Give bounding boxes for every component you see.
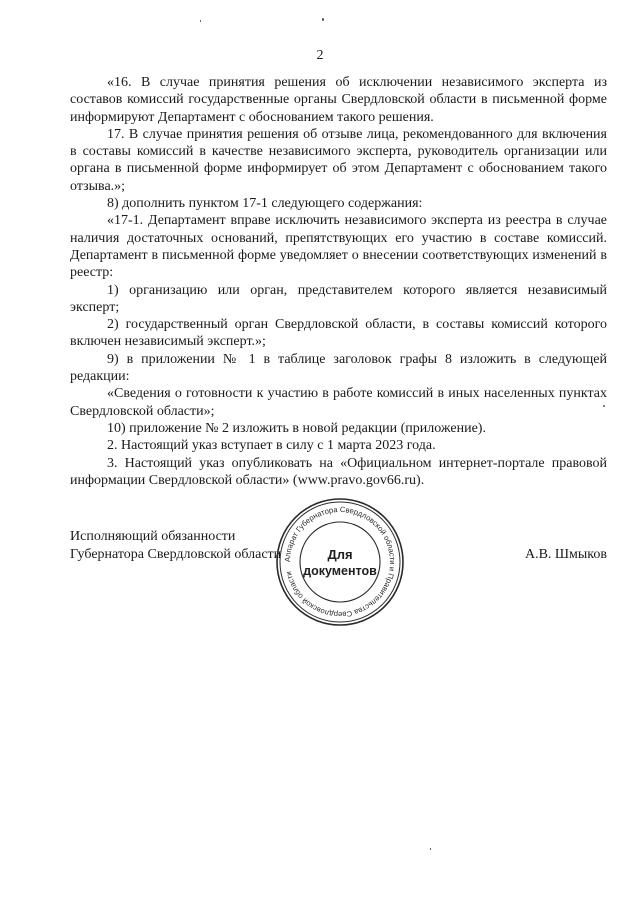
paragraph-column-8-heading: «Сведения о готовности к участию в работе комиссий в иных населенных пунктах Свердловской области»; <box>70 386 607 419</box>
scan-speck <box>322 18 324 21</box>
stamp-center-line2: документов <box>303 564 377 578</box>
paragraph-17-1: «17-1. Департамент вправе исключить независимого эксперта из реестра в случае наличия достаточных оснований, препятствующих его участию в составе комиссий. Департамент в письменной форме уведомляет о внесении соответствующих изменений в реестр: <box>70 213 607 281</box>
scan-speck <box>430 848 431 850</box>
paragraph-17: 17. В случае принятия решения об отзыве лица, рекомендованного для включения в составы комиссий в качестве независимого эксперта, руководитель организации или органа в письменной форме информирует об этом Департамент с обоснованием такого отзыва.»; <box>70 126 607 194</box>
paragraph-subitem-1: 1) организацию или орган, представителем которого является независимый эксперт; <box>70 282 607 315</box>
scan-speck <box>603 405 605 407</box>
stamp-ring-text: Аппарат Губернатора Свердловской области и Правительства Свердловской области <box>282 504 398 620</box>
paragraph-item-10: 10) приложение № 2 изложить в новой редакции (приложение). <box>107 420 486 436</box>
paragraph-item-8: 8) дополнить пунктом 17-1 следующего содержания: <box>107 196 423 212</box>
document-body <box>70 74 607 489</box>
paragraph-clause-3: 3. Настоящий указ опубликовать на «Официальном интернет-портале правовой информации Свердловской области» (www.pravo.gov66.ru). <box>70 455 607 488</box>
paragraph-subitem-2: 2) государственный орган Свердловской области, в составы комиссий которого включен независимый эксперт.»; <box>70 317 607 350</box>
paragraph-16: «16. В случае принятия решения об исключении независимого эксперта из составов комиссий государственные органы Свердловской области в письменной форме информируют Департамент с обоснованием такого решения. <box>70 75 607 125</box>
stamp-center-line1: Для <box>327 547 353 562</box>
signatory-title-line2: Губернатора Свердловской области <box>70 547 282 562</box>
page-number: 2 <box>316 48 324 63</box>
scan-speck <box>200 20 201 22</box>
signatory-title-line1: Исполняющий обязанности <box>70 529 236 544</box>
official-stamp <box>274 496 406 628</box>
paragraph-clause-2: 2. Настоящий указ вступает в силу с 1 марта 2023 года. <box>107 438 436 454</box>
paragraph-item-9: 9) в приложении № 1 в таблице заголовок графы 8 изложить в следующей редакции: <box>70 351 607 385</box>
signatory-name: А.В. Шмыков <box>524 547 607 562</box>
